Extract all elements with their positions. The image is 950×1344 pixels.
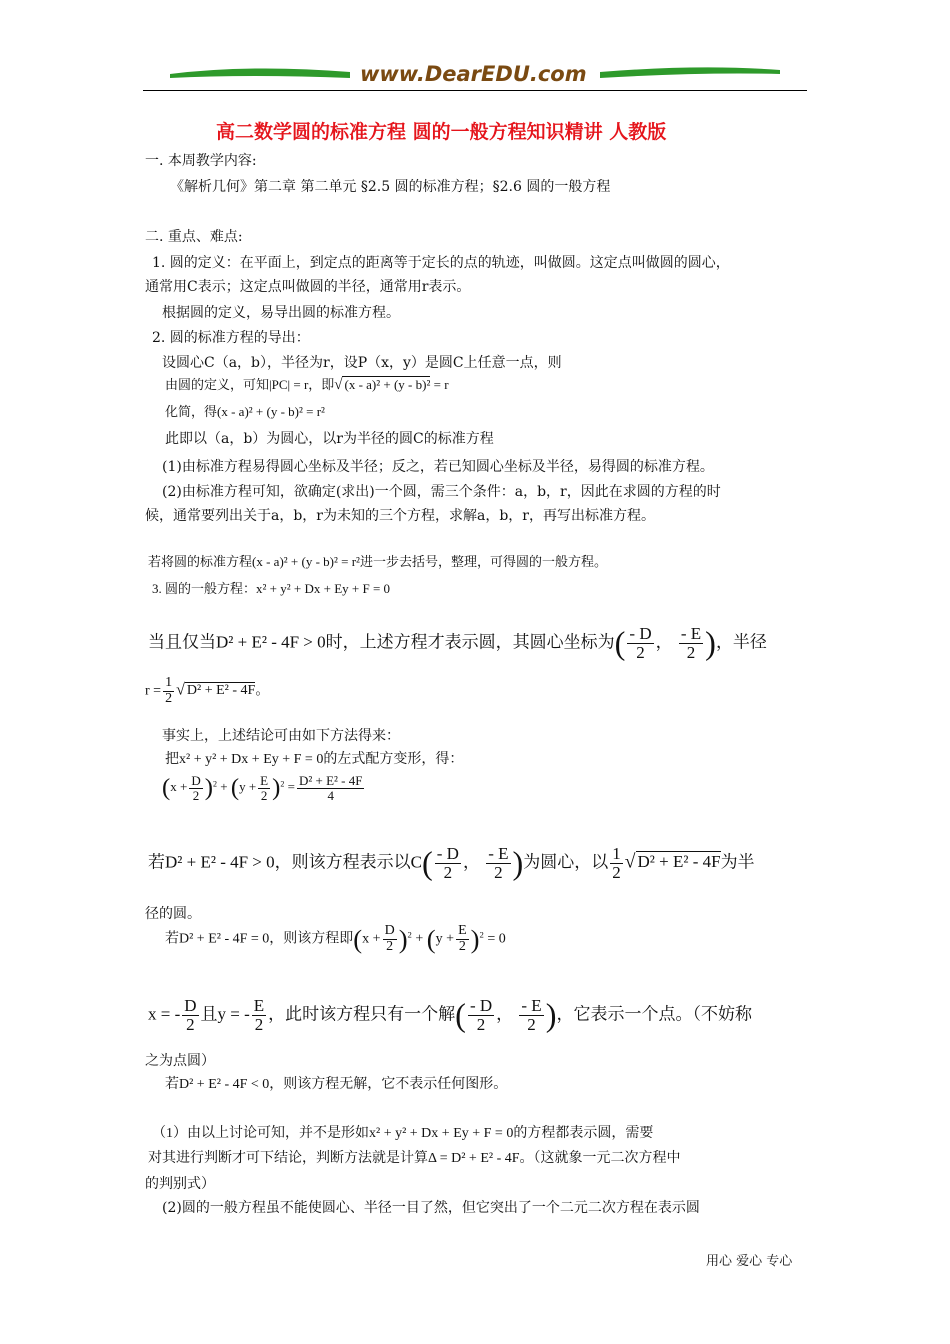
- case-positive-post: 为半: [720, 852, 755, 872]
- note-1c: 的判别式）: [145, 1176, 215, 1192]
- page-title: 高二数学圆的标准方程 圆的一般方程知识精讲 人教版: [216, 121, 667, 143]
- solution-y: 且y = -: [200, 1004, 250, 1024]
- para-standard-equation: 此即以（a，b）为圆心，以r为半径的圆C的标准方程: [165, 431, 494, 447]
- section-1-heading: 一. 本周教学内容:: [145, 153, 257, 169]
- para-derivation-heading: 2. 圆的标准方程的导出：: [152, 330, 310, 346]
- case-zero: 若D² + E² - 4F = 0，则该方程即(x + $\frac{D}{2}$ )$^2$ + (y + $\frac{E}{2}$ )$^2$ = 0: [165, 923, 506, 954]
- radius-radicand: D² + E² - 4F: [186, 683, 256, 699]
- para-expand-eq: (x - a)² + (y - b)² = r²: [252, 554, 360, 569]
- completed-rhs-den: 4: [327, 787, 334, 803]
- header-rule: [143, 90, 807, 91]
- general-equation-eq: x² + y² + Dx + Ey + F = 0: [256, 581, 391, 596]
- condition-pre: 当且仅当D² + E² - 4F > 0时，上述方程才表示圆，其圆心坐标为: [148, 632, 615, 652]
- para-setup: 设圆心C（a，b），半径为r，设P（x，y）是圆C上任意一点，则: [162, 355, 562, 371]
- solution-point: ，它表示一个点。（不妨称: [556, 1004, 752, 1024]
- case-positive-radicand: D² + E² - 4F: [637, 852, 721, 872]
- para-note-2a: (2)由标准方程可知，欲确定(求出)一个圆，需三个条件：a，b，r，因此在求圆的方程的时: [162, 484, 721, 500]
- equation-distance-post: = r: [430, 377, 449, 392]
- para-definition-1: 1. 圆的定义：在平面上，到定点的距离等于定长的点的轨迹，叫做圆。这定点叫做圆的圆心，: [152, 255, 730, 271]
- equation-simplify-pre: 化简，得: [165, 404, 218, 419]
- para-complete-square: 把x² + y² + Dx + Ey + F = 0的左式配方变形，得：: [165, 752, 464, 767]
- equation-standard: (x - a)² + (y - b)² = r²: [217, 404, 325, 419]
- footer-slogan: 用心 爱心 专心: [706, 1254, 793, 1269]
- section-2-heading: 二. 重点、难点:: [145, 229, 243, 245]
- center-y-den: 2: [686, 642, 696, 662]
- para-note-1: (1)由标准方程易得圆心坐标及半径；反之，若已知圆心坐标及半径，易得圆的标准方程。: [162, 459, 714, 475]
- completed-square-eq: (x + $\frac{D}{2}$ )$^2$ + (y + $\frac{E}{2}$ )$^2$ = $\frac{\text{D² + E² - 4F}}{4}$: [162, 773, 363, 803]
- center-x-den: 2: [636, 642, 645, 662]
- general-equation: [152, 578, 390, 597]
- solution-x: x = -: [148, 1004, 181, 1024]
- note-1b: 对其进行判断才可下结论，判断方法就是计算Δ = D² + E² - 4F。（这就象一元二次方程中: [148, 1151, 681, 1166]
- solution-only: ，此时该方程只有一个解: [268, 1004, 456, 1024]
- completed-rhs-num: D² + E² - 4F: [298, 773, 363, 788]
- radius-post: 。: [255, 683, 270, 699]
- radius-formula: r = $\frac{1}{2}$ √ D² + E² - 4F。: [145, 675, 270, 706]
- para-expand: [148, 551, 607, 570]
- equation-distance-pre: 由圆的定义，可知|PC| = r，即: [165, 377, 335, 392]
- case-zero-post: = 0: [487, 931, 506, 947]
- para-definition-3: 根据圆的定义，易导出圆的标准方程。: [162, 305, 400, 321]
- case-positive-cont: 径的圆。: [145, 906, 201, 922]
- radius-frac-den: 2: [165, 690, 173, 706]
- equation-distance-radicand: (x - a)² + (y - b)²: [344, 377, 431, 392]
- case-positive: 若D² + E² - 4F > 0，则该方程表示以C( $\frac{- D}{2}$ ， $\frac{- E}{2}$ )为圆心，以 $\frac{1}{2}$ √ D² + E² - 4F为半: [148, 844, 755, 882]
- condition-line: 当且仅当D² + E² - 4F > 0时，上述方程才表示圆，其圆心坐标为( $\frac{- D}{2}$ ， $\frac{- E}{2}$ )，半径: [148, 624, 767, 662]
- case-zero-solution: x = - $\frac{D}{2}$ 且y = - $\frac{E}{2}$ ，此时该方程只有一个解( $\frac{- D}{2}$ ， $\frac{- E}{2}$ )，它表示一个点。（不妨称: [148, 996, 752, 1034]
- case-negative: 若D² + E² - 4F < 0，则该方程无解，它不表示任何图形。: [165, 1077, 508, 1092]
- para-fact: 事实上，上述结论可由如下方法得来：: [162, 728, 400, 744]
- center-x-num: - D: [629, 624, 652, 643]
- note-2: (2)圆的一般方程虽不能使圆心、半径一目了然，但它突出了一个二元二次方程在表示圆: [162, 1200, 700, 1216]
- para-definition-2: 通常用C表示；这定点叫做圆的半径，通常用r表示。: [145, 279, 471, 295]
- condition-post: ，半径: [715, 632, 767, 652]
- general-equation-pre: 3. 圆的一般方程：: [152, 581, 257, 596]
- section-1-content: 《解析几何》第二章 第二单元 §2.5 圆的标准方程；§2.6 圆的一般方程: [170, 179, 611, 195]
- header-logo: [170, 60, 780, 92]
- note-1a: （1）由以上讨论可知，并不是形如x² + y² + Dx + Ey + F = 0的方程都表示圆，需要: [152, 1126, 654, 1141]
- para-note-2b: 候，通常要列出关于a，b，r为未知的三个方程，求解a，b，r，再写出标准方程。: [145, 508, 655, 524]
- equation-distance: 由圆的定义，可知|PC| = r，即√ (x - a)² + (y - b)² = r: [165, 377, 449, 393]
- case-positive-pre: 若D² + E² - 4F > 0，则该方程表示以C: [148, 852, 422, 872]
- para-expand-post: 进一步去括号，整理，可得圆的一般方程。: [359, 554, 607, 569]
- equation-simplify: [165, 401, 325, 420]
- radius-pre: r =: [145, 683, 162, 699]
- case-positive-mid: 为圆心，以: [523, 852, 609, 872]
- radius-frac-num: 1: [165, 675, 173, 690]
- center-y-num: - E: [680, 624, 702, 643]
- para-expand-pre: 若将圆的标准方程: [148, 554, 253, 569]
- case-zero-cont: 之为点圆）: [145, 1053, 215, 1069]
- logo-text: www.DearEDU.com: [360, 62, 587, 86]
- case-zero-pre: 若D² + E² - 4F = 0，则该方程即: [165, 931, 354, 947]
